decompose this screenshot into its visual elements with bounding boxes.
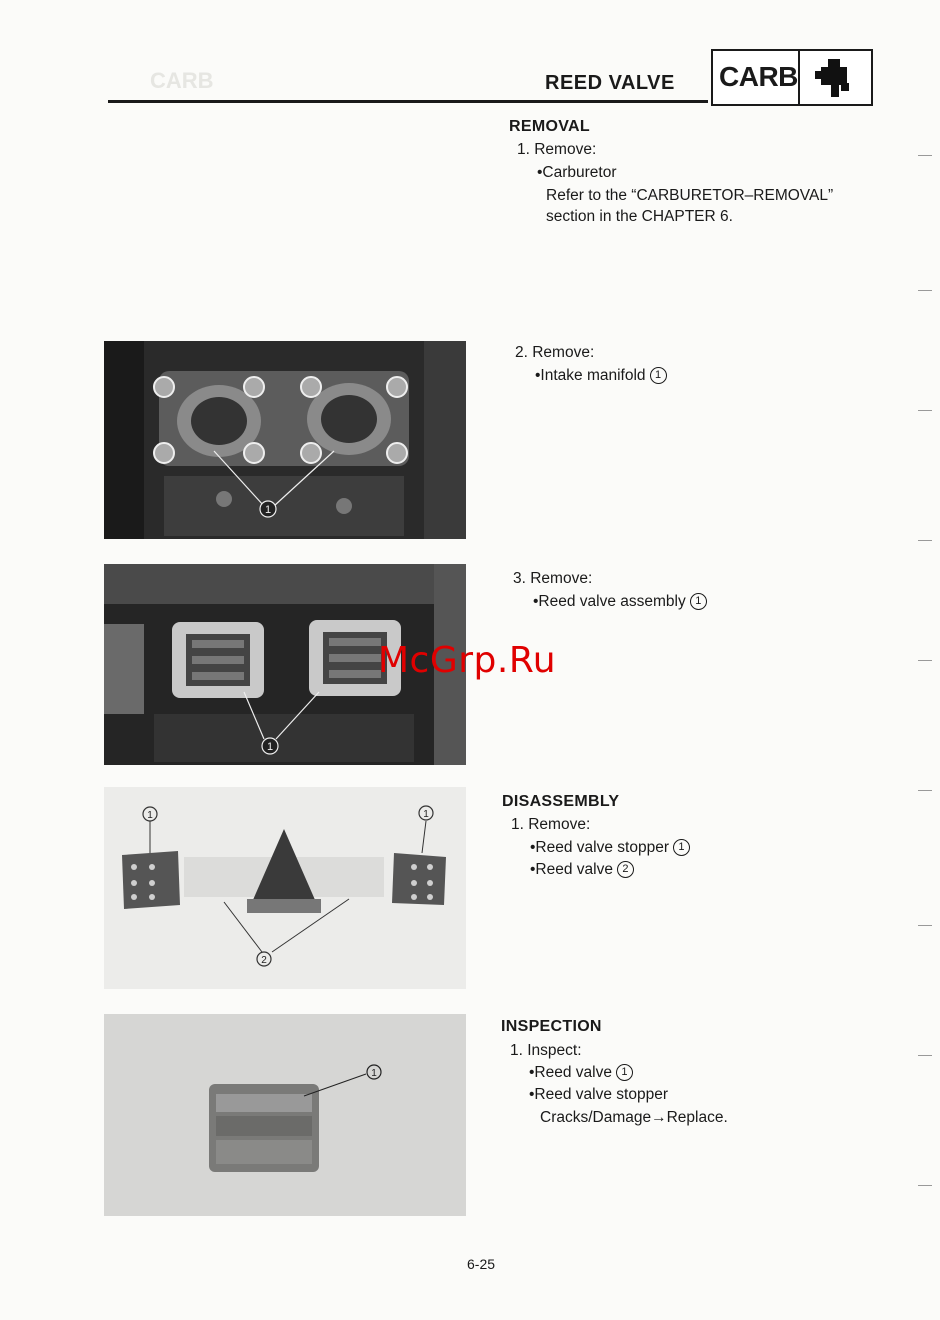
margin-tick: [918, 155, 932, 156]
disassembly-bullet2-text: •Reed valve: [530, 861, 613, 878]
photo4-callout: 1: [371, 1068, 377, 1079]
ghost-text: CARB: [150, 68, 214, 93]
removal-step1-bullet: •Carburetor: [537, 164, 617, 181]
removal-step2-bullet: [535, 365, 667, 387]
inspection-step-label: 1. Inspect:: [510, 1042, 582, 1059]
photo2-callout: 1: [266, 741, 274, 753]
badge-label: CARB: [719, 61, 798, 92]
photo3-callout-a: 1: [147, 810, 153, 821]
page-title: REED VALVE: [545, 72, 675, 94]
removal-step3-bullet-text: •Reed valve assembly: [533, 593, 686, 610]
removal-step3-label: 3. Remove:: [513, 570, 593, 587]
removal-step2-bullet-text: •Intake manifold: [535, 367, 646, 384]
photo1-callout: 1: [264, 504, 272, 516]
callout-number: 1: [690, 593, 707, 610]
callout-number: 2: [617, 861, 634, 878]
disassembly-step-label: 1. Remove:: [511, 816, 591, 833]
photo-disassembled-parts: [104, 787, 466, 989]
carburetor-icon: [813, 57, 857, 101]
callout-number: 1: [650, 367, 667, 384]
inspection-bullet1: [529, 1062, 633, 1084]
removal-heading: REMOVAL: [509, 118, 590, 135]
removal-step1-label: 1. Remove:: [517, 141, 597, 158]
section-badge: [711, 49, 873, 106]
margin-tick: [918, 925, 932, 926]
callout-number: 1: [616, 1064, 633, 1081]
margin-tick: [918, 790, 932, 791]
margin-tick: [918, 410, 932, 411]
margin-tick: [918, 540, 932, 541]
photo-intake-manifold: [104, 341, 466, 539]
inspection-bullet1-text: •Reed valve: [529, 1064, 612, 1081]
page-number: 6-25: [467, 1256, 496, 1272]
removal-step1-note-line1: Refer to the “CARBURETOR–REMOVAL”: [546, 187, 834, 204]
disassembly-bullet1-text: •Reed valve stopper: [530, 839, 669, 856]
photo-reed-valve-inspection: [104, 1014, 466, 1216]
margin-tick: [918, 1185, 932, 1186]
inspection-bullet2: •Reed valve stopper: [529, 1086, 668, 1103]
callout-number: 1: [673, 839, 690, 856]
badge-divider: [798, 51, 800, 104]
inspection-result: Cracks/Damage→Replace.: [540, 1109, 728, 1126]
header-rule: [108, 100, 708, 103]
watermark: McGrp.Ru: [378, 640, 557, 681]
inspection-heading: INSPECTION: [501, 1018, 602, 1035]
margin-tick: [918, 660, 932, 661]
disassembly-bullet2: [530, 859, 634, 881]
removal-step2-label: 2. Remove:: [515, 344, 595, 361]
removal-step1-note-line2: section in the CHAPTER 6.: [546, 208, 733, 225]
disassembly-bullet1: [530, 837, 690, 859]
removal-step3-bullet: [533, 591, 707, 613]
photo3-callout-b: 1: [423, 809, 429, 820]
photo3-callout-c: 2: [261, 955, 267, 966]
disassembly-heading: DISASSEMBLY: [502, 793, 620, 810]
margin-tick: [918, 290, 932, 291]
margin-tick: [918, 1055, 932, 1056]
